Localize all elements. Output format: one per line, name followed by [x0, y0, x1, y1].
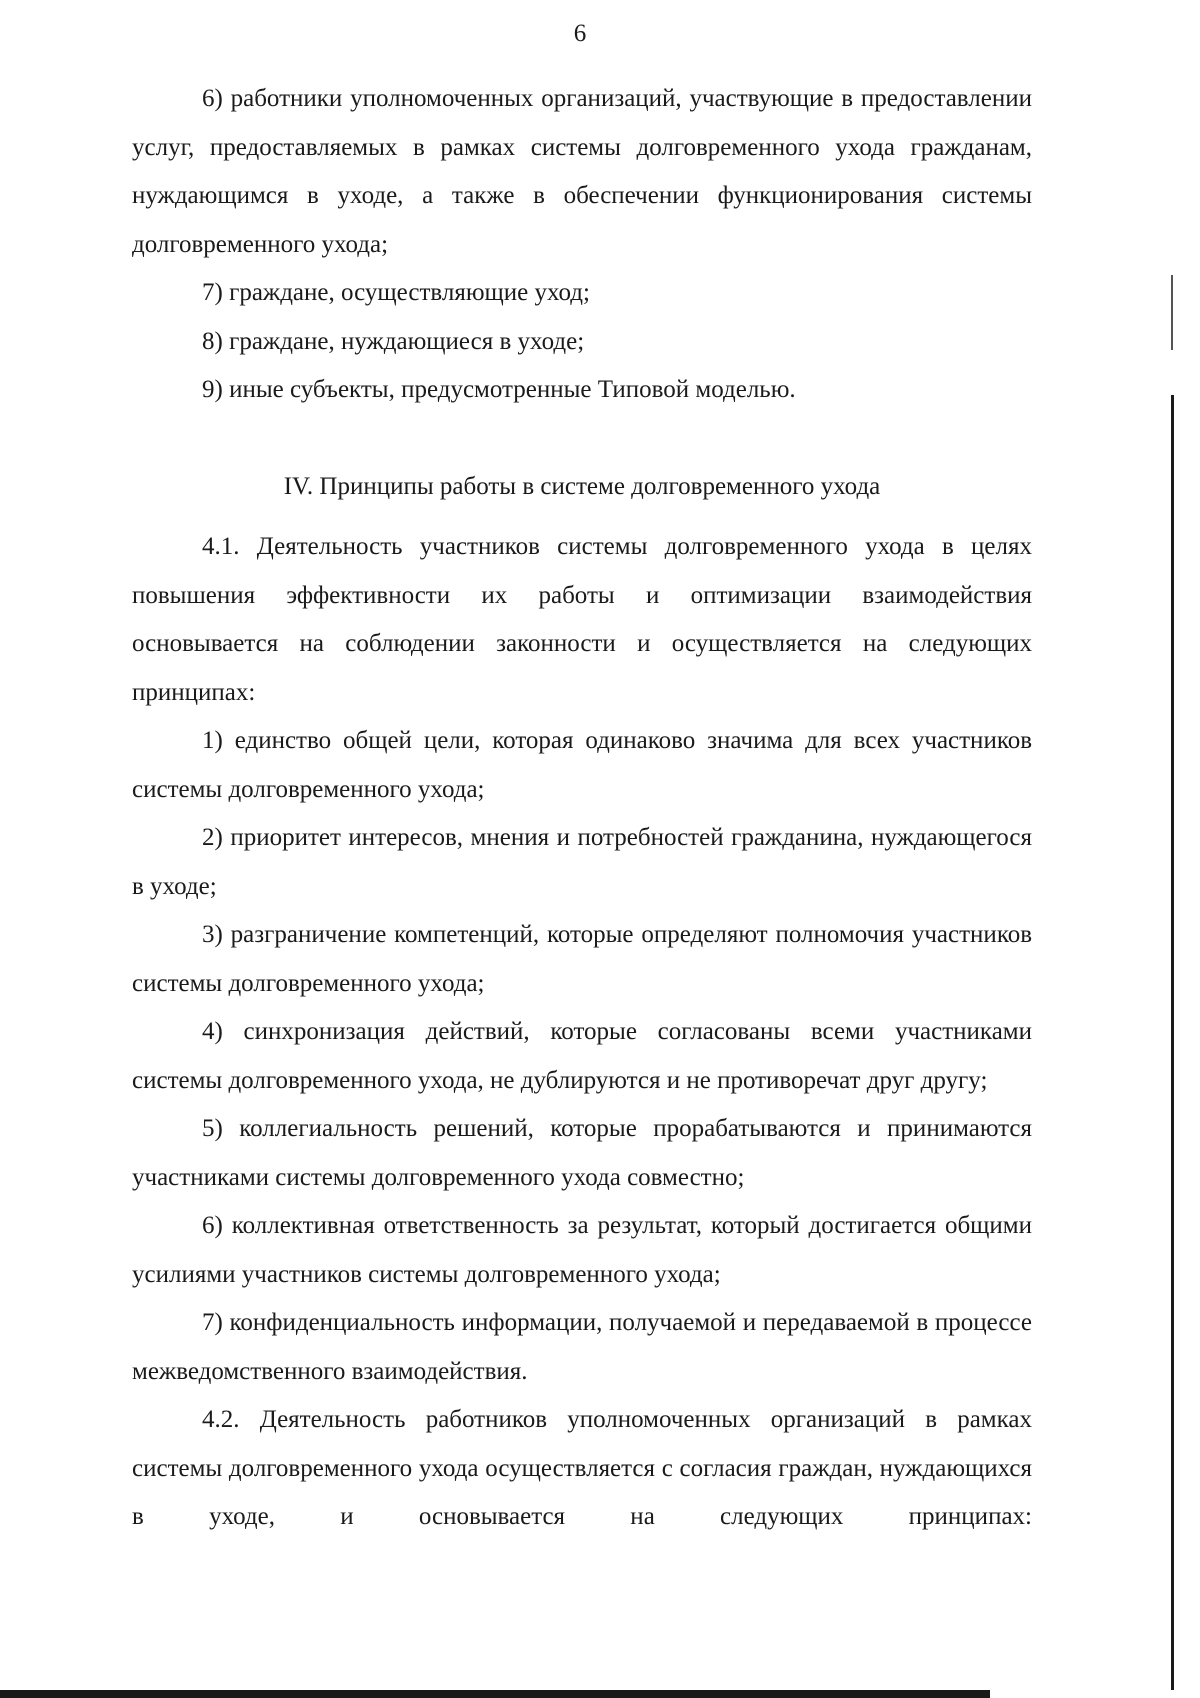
principle-4-synchronization: 4) синхронизация действий, которые согласованы всеми участниками системы долговременного ухода, не дублируются и не противоречат друг другу;: [132, 1018, 1032, 1094]
principle-5-collegiality: 5) коллегиальность решений, которые прорабатываются и принимаются участниками системы долговременного ухода совместно;: [132, 1115, 1032, 1191]
section-heading: IV. Принципы работы в системе долговременного ухода: [283, 472, 881, 500]
paragraph-item-8-care-recipients: 8) граждане, нуждающиеся в уходе;: [202, 327, 585, 355]
page-number: 6: [573, 20, 587, 47]
paragraph-4-1: 4.1. Деятельность участников системы долговременного ухода в целях повышения эффективности их работы и оптимизации взаимодействия основывается на соблюдении законности и осуществляется на следующих принципах:: [132, 533, 1032, 706]
document-body: [132, 75, 1032, 1542]
principle-7-confidentiality: 7) конфиденциальность информации, получаемой и передаваемой в процессе межведомственного взаимодействия.: [132, 1309, 1032, 1385]
principle-1-common-goal: 1) единство общей цели, которая одинаково значима для всех участников системы долговременного ухода;: [132, 727, 1032, 803]
scan-bottom-edge: [0, 1690, 990, 1698]
principle-3-competence: 3) разграничение компетенций, которые определяют полномочия участников системы долговременного ухода;: [132, 921, 1032, 997]
paragraph-item-6-workers: 6) работники уполномоченных организаций, участвующие в предоставлении услуг, предоставляемых в рамках системы долговременного ухода гражданам, нуждающимся в уходе, а также в обеспечении функционирования системы долговременного ухода;: [132, 85, 1032, 258]
paragraph-4-2: 4.2. Деятельность работников уполномоченных организаций в рамках системы долговременного ухода осуществляется с согласия граждан, нуждающихся в уходе, и основывается на следующих принципах:: [132, 1406, 1032, 1530]
principle-2-priority: 2) приоритет интересов, мнения и потребностей гражданина, нуждающегося в уходе;: [132, 824, 1032, 900]
scan-edge-line: [1171, 275, 1173, 350]
scan-edge-line: [1171, 395, 1174, 1690]
principle-6-responsibility: 6) коллективная ответственность за результат, который достигается общими усилиями участников системы долговременного ухода;: [132, 1212, 1032, 1288]
paragraph-item-9-other-subjects: 9) иные субъекты, предусмотренные Типовой моделью.: [202, 376, 796, 403]
paragraph-item-7-caregivers: 7) граждане, осуществляющие уход;: [202, 279, 590, 306]
